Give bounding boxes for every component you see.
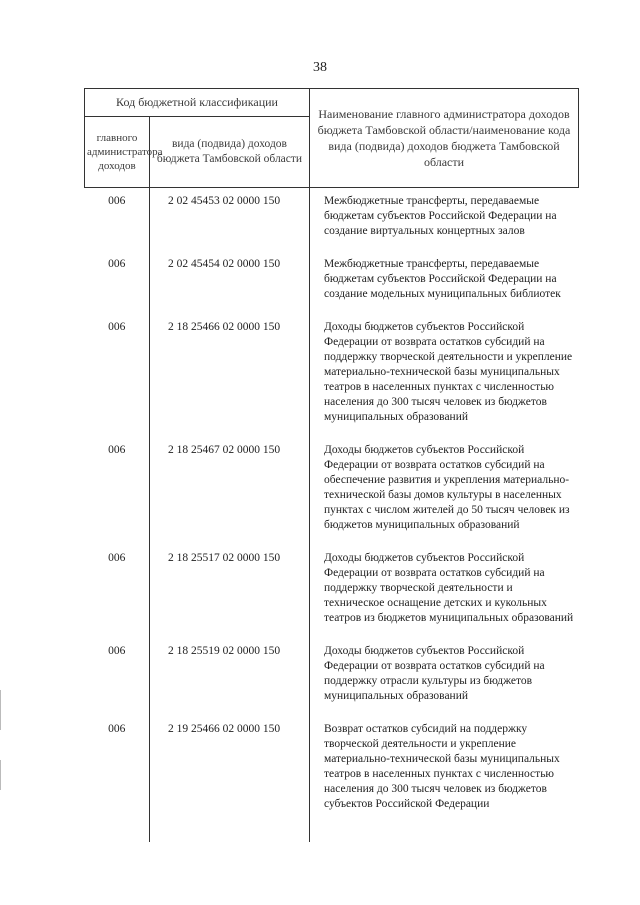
income-code-cell: 2 02 45454 02 0000 150 <box>150 251 310 314</box>
income-name-cell: Доходы бюджетов субъектов Российской Федерации от возврата остатков субсидий на поддержку отрасли культуры из бюджетов муниципальных образований <box>324 645 545 702</box>
page-number: 38 <box>313 60 327 75</box>
income-name-cell: Межбюджетные трансферты, передаваемые бюджетам субъектов Российской Федерации на создание виртуальных концертных залов <box>324 195 557 237</box>
table-row <box>85 314 579 437</box>
income-code-cell: 2 18 25466 02 0000 150 <box>150 314 310 437</box>
income-code-cell: 2 02 45453 02 0000 150 <box>150 188 310 252</box>
income-code-cell: 2 18 25519 02 0000 150 <box>150 638 310 716</box>
income-name-cell: Возврат остатков субсидий на поддержку творческой деятельности и укрепление материально-технической базы муниципальных театров в населенных пунктах с численностью населения до 300 тысяч человек из бюджетов субъектов Российской Федерации <box>324 723 560 810</box>
income-name-cell: Межбюджетные трансферты, передаваемые бюджетам субъектов Российской Федерации на создание модельных муниципальных библиотек <box>324 258 561 300</box>
table-row <box>85 716 579 842</box>
header-code-column: вида (подвида) доходов бюджета Тамбовской области <box>150 117 310 188</box>
admin-code-cell: 006 <box>85 251 150 314</box>
income-name-cell: Доходы бюджетов субъектов Российской Федерации от возврата остатков субсидий на поддержку творческой деятельности и техническое оснащение детских и кукольных театров из бюджетов муниципальных образований <box>324 552 574 624</box>
admin-code-cell: 006 <box>85 314 150 437</box>
income-code-cell: 2 18 25467 02 0000 150 <box>150 437 310 545</box>
table-row <box>85 437 579 545</box>
admin-code-cell: 006 <box>85 545 150 638</box>
budget-classification-table <box>84 88 579 842</box>
income-name-cell: Доходы бюджетов субъектов Российской Федерации от возврата остатков субсидий на поддержку творческой деятельности и укрепление материально-технической базы муниципальных театров в населенных пунктах с численностью населения до 300 тысяч человек из бюджетов муниципальных образований <box>324 321 573 423</box>
header-admin-column: главного администратора доходов <box>85 117 150 188</box>
table-row <box>85 188 579 252</box>
income-name-cell: Доходы бюджетов субъектов Российской Федерации от возврата остатков субсидий на обеспечение развития и укрепления материально-технической базы домов культуры в населенных пунктах с числом жителей до 50 тысяч человек из бюджетов муниципальных образований <box>324 444 570 531</box>
admin-code-cell: 006 <box>85 716 150 842</box>
header-name-column: Наименование главного администратора доходов бюджета Тамбовской области/наименование кода вида (подвида) доходов бюджета Тамбовской области <box>310 89 579 188</box>
admin-code-cell: 006 <box>85 638 150 716</box>
table-row <box>85 545 579 638</box>
admin-code-cell: 006 <box>85 437 150 545</box>
header-group-title: Код бюджетной классификации <box>85 89 310 117</box>
table-row <box>85 638 579 716</box>
scan-edge-mark <box>0 760 1 790</box>
income-code-cell: 2 19 25466 02 0000 150 <box>150 716 310 842</box>
admin-code-cell: 006 <box>85 188 150 252</box>
income-code-cell: 2 18 25517 02 0000 150 <box>150 545 310 638</box>
scan-edge-mark <box>0 690 1 730</box>
table-row <box>85 251 579 314</box>
